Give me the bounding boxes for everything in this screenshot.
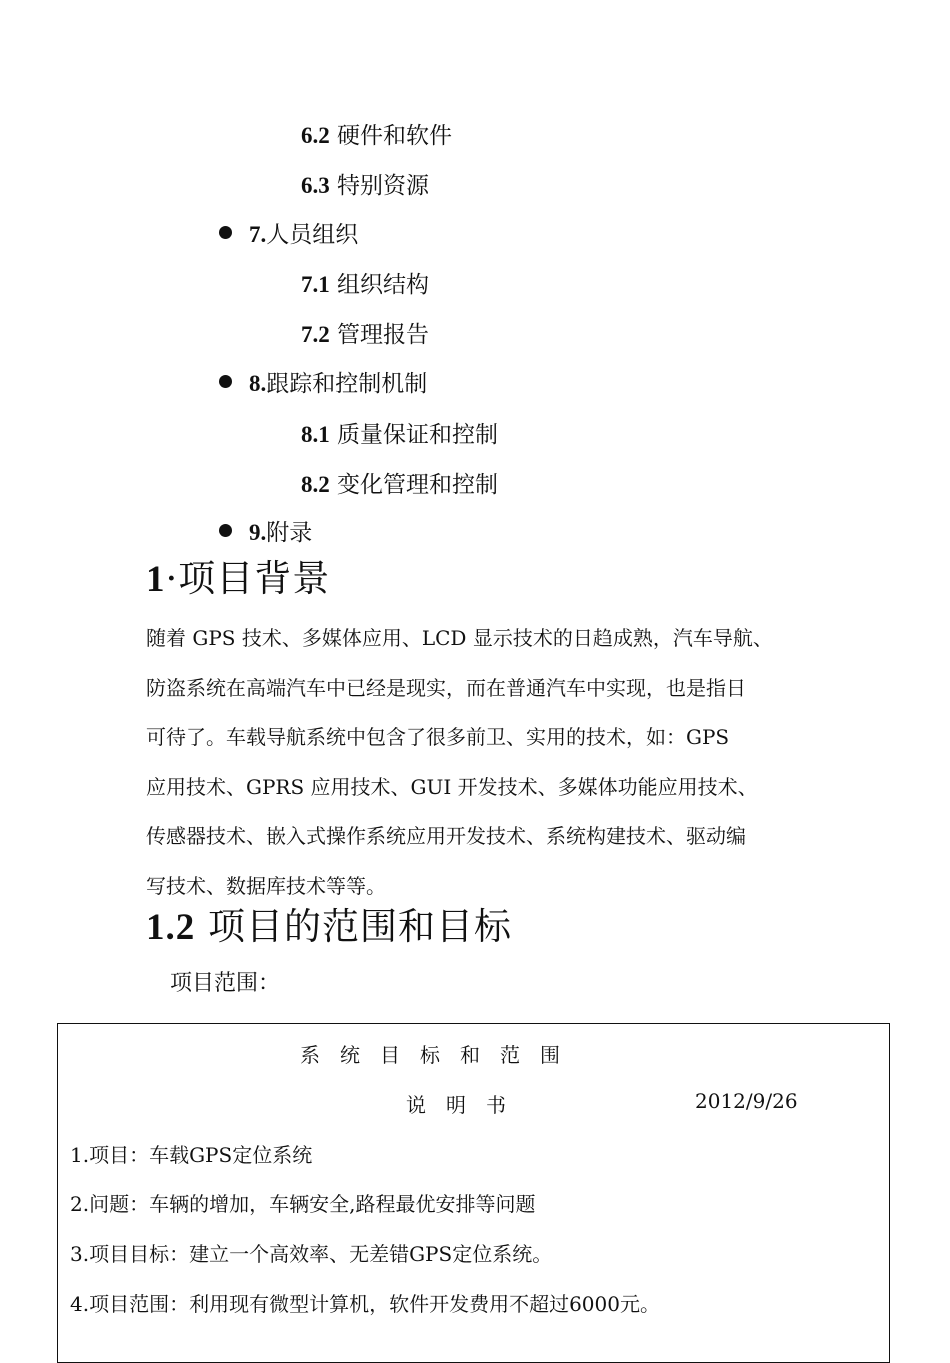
paragraph-line: 随着 GPS 技术、多媒体应用、LCD 显示技术的日趋成熟，汽车导航、 <box>146 626 773 650</box>
toc-item-7-1: 7.1 组织结构 <box>301 272 430 298</box>
paragraph-line: 可待了。车载导航系统中包含了很多前卫、实用的技术，如：GPS <box>146 725 730 749</box>
box-item: 1.项目：车载GPS定位系统 <box>70 1143 313 1167</box>
section-heading-scope: 1.2 项目的范围和目标 <box>146 905 513 948</box>
box-item: 4.项目范围：利用现有微型计算机，软件开发费用不超过6000元。 <box>70 1292 660 1316</box>
box-item: 3.项目目标：建立一个高效率、无差错GPS定位系统。 <box>70 1242 553 1266</box>
toc-item-6-3: 6.3 特别资源 <box>301 173 430 199</box>
toc-item-8-1: 8.1 质量保证和控制 <box>301 422 499 448</box>
paragraph-line: 写技术、数据库技术等等。 <box>146 874 386 898</box>
toc-item-7: 7.人员组织 <box>249 222 359 248</box>
toc-item-7-2: 7.2 管理报告 <box>301 322 430 348</box>
paragraph-line: 传感器技术、嵌入式操作系统应用开发技术、系统构建技术、驱动编 <box>146 824 746 848</box>
bullet-icon <box>219 375 232 388</box>
box-title: 系统目标和范围 <box>300 1043 580 1067</box>
bullet-icon <box>219 226 232 239</box>
toc-item-9: 9.附录 <box>249 520 313 546</box>
bullet-icon <box>219 524 232 537</box>
section-heading-background: 1·项目背景 <box>146 557 331 600</box>
toc-item-8-2: 8.2 变化管理和控制 <box>301 472 499 498</box>
toc-item-8: 8.跟踪和控制机制 <box>249 371 428 397</box>
paragraph-line: 应用技术、GPRS 应用技术、GUI 开发技术、多媒体功能应用技术、 <box>146 775 758 799</box>
paragraph-line: 防盗系统在高端汽车中已经是现实，而在普通汽车中实现，也是指日 <box>146 676 746 700</box>
box-subtitle: 说明书 <box>406 1093 526 1117</box>
toc-item-6-2: 6.2 硬件和软件 <box>301 123 453 149</box>
box-item: 2.问题：车辆的增加，车辆安全,路程最优安排等问题 <box>70 1192 536 1216</box>
box-date: 2012/9/26 <box>695 1089 798 1113</box>
scope-label: 项目范围： <box>170 971 281 996</box>
